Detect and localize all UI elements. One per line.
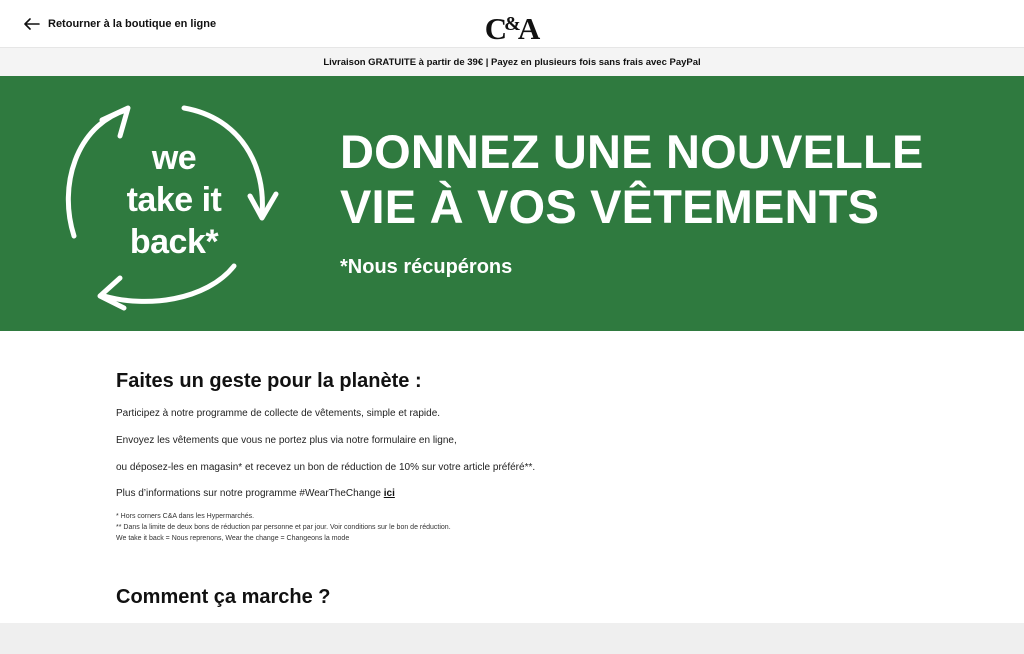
bottom-grey-band <box>0 623 1024 654</box>
footnote-3: We take it back = Nous reprenons, Wear the change = Changeons la mode <box>116 535 350 542</box>
section-heading-how-it-works: Comment ça marche ? <box>116 586 331 608</box>
hero-title <box>340 124 1000 234</box>
more-info-link[interactable]: ici <box>383 488 395 499</box>
we-take-it-back-badge <box>56 96 292 314</box>
footnote-2: ** Dans la limite de deux bons de réduction par personne et par jour. Voir conditions sur le bon de réduction. <box>116 524 451 531</box>
back-link-label: Retourner à la boutique en ligne <box>48 18 217 30</box>
badge-line-3: back* <box>129 223 219 261</box>
intro-paragraph: Participez à notre programme de collecte de vêtements, simple et rapide. <box>116 408 441 419</box>
more-info-paragraph: Plus d’informations sur notre programme #WearTheChange ici <box>116 488 395 499</box>
footnote-1: * Hors corners C&A dans les Hypermarchés. <box>116 513 255 520</box>
main-content <box>116 370 896 608</box>
promo-banner <box>0 48 1024 76</box>
badge-line-2: take it <box>126 181 222 219</box>
store-paragraph: ou déposez-les en magasin* et recevez un bon de réduction de 10% sur votre article préféré**. <box>116 462 536 473</box>
hero-subtitle: *Nous récupérons <box>340 256 513 278</box>
badge-line-1: we <box>151 139 197 177</box>
section-heading-planet: Faites un geste pour la planète : <box>116 370 422 392</box>
hero-title-line-2: VIE À VOS VÊTEMENTS <box>340 180 880 233</box>
promo-text: Livraison GRATUITE à partir de 39€ | Payez en plusieurs fois sans frais avec PayPal <box>323 56 701 68</box>
hero-title-line-1: DONNEZ UNE NOUVELLE <box>340 125 924 178</box>
brand-logo[interactable]: C&A <box>484 11 540 46</box>
top-navigation-bar <box>0 0 1024 48</box>
hero-banner <box>0 76 1024 331</box>
send-paragraph: Envoyez les vêtements que vous ne portez plus via notre formulaire en ligne, <box>116 435 457 446</box>
